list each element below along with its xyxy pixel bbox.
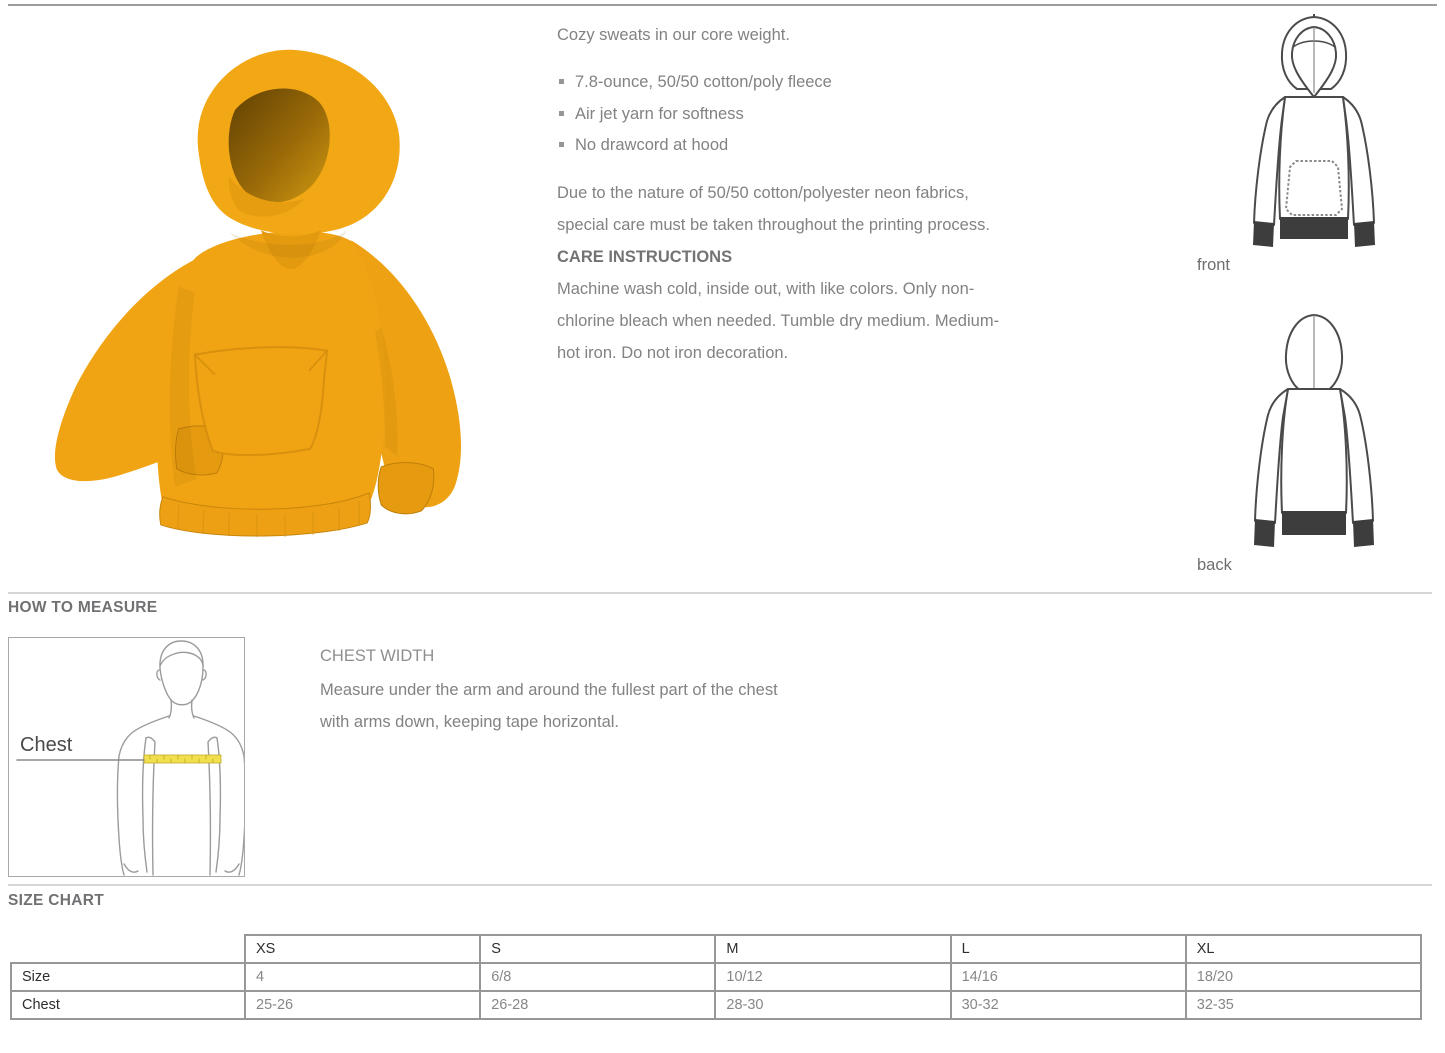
size-cell: 4	[245, 963, 480, 991]
chest-width-text	[320, 675, 830, 738]
size-cell: 14/16	[951, 963, 1186, 991]
hoodie-photo-illustration	[28, 26, 512, 554]
column-header-m: M	[715, 935, 950, 963]
back-view	[1197, 309, 1392, 575]
feature-list	[557, 67, 1025, 162]
chest-measurement-diagram	[8, 637, 245, 877]
size-cell: 28-30	[715, 991, 950, 1019]
front-view	[1197, 13, 1392, 275]
size-cell: 25-26	[245, 991, 480, 1019]
table-row	[11, 963, 1421, 991]
measure-instructions	[320, 644, 830, 738]
size-cell: 10/12	[715, 963, 950, 991]
product-photo-hoodie	[28, 26, 512, 554]
column-header-s: S	[480, 935, 715, 963]
text-line: Due to the nature of 50/50 cotton/polyester neon fabrics,	[557, 183, 969, 202]
size-cell: 18/20	[1186, 963, 1421, 991]
size-chart-table	[10, 934, 1422, 1020]
text-line: Measure under the arm and around the fullest part of the chest	[320, 681, 778, 699]
size-cell: 6/8	[480, 963, 715, 991]
size-cell: 30-32	[951, 991, 1186, 1019]
chest-width-title: CHEST WIDTH	[320, 647, 435, 665]
front-view-label: front	[1197, 256, 1231, 274]
size-chart-heading: SIZE CHART	[8, 892, 104, 909]
hoodie-front-diagram	[1240, 13, 1388, 251]
size-chart-header-row	[11, 935, 1421, 963]
hoodie-back-diagram	[1240, 309, 1388, 551]
care-instructions-heading: CARE INSTRUCTIONS	[557, 247, 733, 266]
back-view-label: back	[1197, 556, 1232, 574]
table-row	[11, 991, 1421, 1019]
section-divider	[8, 884, 1432, 886]
text-line: special care must be taken throughout the printing process.	[557, 215, 990, 234]
care-instructions-text	[557, 273, 1025, 369]
top-divider	[8, 4, 1437, 6]
text-line: with arms down, keeping tape horizontal.	[320, 712, 619, 731]
feature-item: Air jet yarn for softness	[557, 99, 1025, 131]
column-header-xl: XL	[1186, 935, 1421, 963]
header-spacer-cell	[11, 935, 245, 963]
text-line: hot iron. Do not iron decoration.	[557, 343, 789, 362]
column-header-l: L	[951, 935, 1186, 963]
row-label: Chest	[11, 991, 245, 1019]
row-label: Size	[11, 963, 245, 991]
how-to-measure-heading: HOW TO MEASURE	[8, 599, 158, 616]
text-line: Machine wash cold, inside out, with like colors. Only non-	[557, 279, 975, 298]
feature-item: No drawcord at hood	[557, 130, 1025, 162]
feature-item: 7.8-ounce, 50/50 cotton/poly fleece	[557, 67, 1025, 99]
size-cell: 32-35	[1186, 991, 1421, 1019]
product-intro: Cozy sweats in our core weight.	[557, 26, 790, 44]
section-divider	[8, 592, 1432, 594]
size-chart-body	[11, 963, 1421, 1019]
size-cell: 26-28	[480, 991, 715, 1019]
fabric-note	[557, 177, 1025, 241]
measure-figure	[9, 638, 244, 876]
column-header-xs: XS	[245, 935, 480, 963]
product-description	[557, 19, 1025, 369]
text-line: chlorine bleach when needed. Tumble dry medium. Medium-	[557, 311, 1000, 330]
chest-label: Chest	[20, 734, 73, 756]
care-block	[557, 177, 1025, 369]
